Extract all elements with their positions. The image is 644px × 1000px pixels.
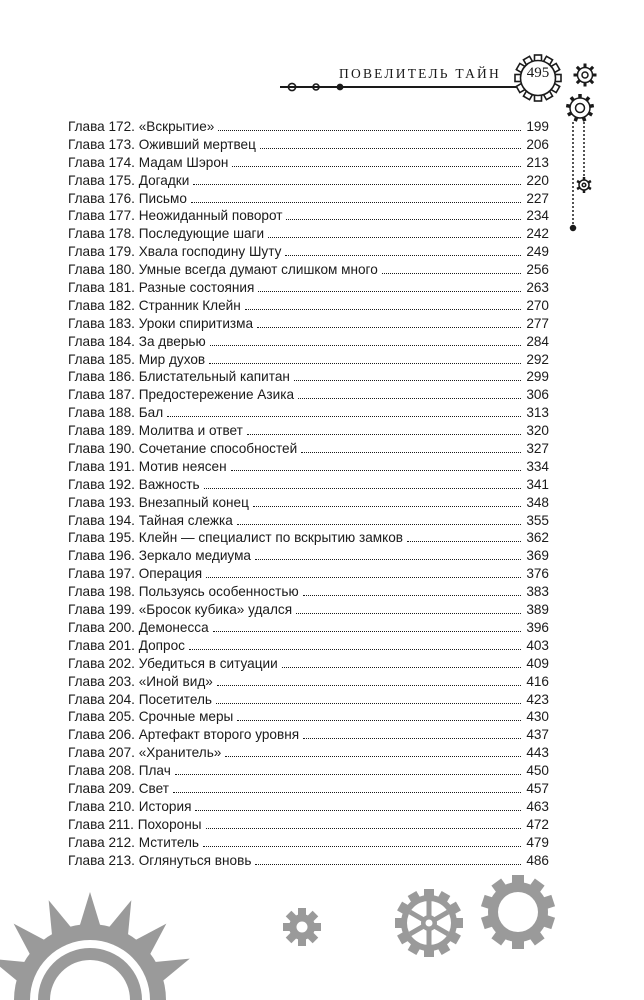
- toc-entry: [68, 780, 549, 798]
- toc-entry: [68, 297, 549, 315]
- toc-entry-page: 199: [526, 119, 549, 134]
- toc-entry: [68, 333, 549, 351]
- toc-dot-leader: [247, 433, 521, 435]
- toc-entry-title: Глава 197. Операция: [68, 566, 203, 582]
- toc-entry-title: Глава 179. Хвала господину Шуту: [68, 244, 282, 260]
- toc-entry: [68, 261, 549, 279]
- toc-entry-page: 334: [526, 458, 549, 474]
- toc-entry-title: Глава 178. Последующие шаги: [68, 226, 265, 242]
- toc-dot-leader: [217, 684, 521, 686]
- toc-entry-title: Глава 181. Разные состояния: [68, 280, 255, 296]
- toc-entry-title: Глава 175. Догадки: [68, 172, 190, 188]
- toc-entry: [68, 279, 549, 297]
- toc-entry-page: 206: [526, 136, 549, 152]
- header-rule: [280, 86, 538, 88]
- toc-entry-page: 416: [526, 673, 549, 689]
- toc-entry-page: 396: [526, 619, 549, 635]
- table-of-contents: [68, 118, 549, 869]
- toc-entry-page: 270: [526, 297, 549, 313]
- toc-entry-title: Глава 173. Оживший мертвец: [68, 136, 256, 152]
- page-number: 495: [526, 65, 550, 81]
- toc-entry-title: Глава 209. Свет: [68, 780, 169, 796]
- toc-entry: [68, 190, 549, 208]
- toc-entry: [68, 708, 549, 726]
- toc-entry-title: Глава 183. Уроки спиритизма: [68, 315, 254, 331]
- toc-entry-page: 430: [526, 709, 549, 725]
- toc-entry: [68, 834, 549, 852]
- toc-entry: [68, 172, 549, 190]
- toc-dot-leader: [245, 308, 521, 310]
- toc-dot-leader: [206, 576, 521, 578]
- toc-entry: [68, 225, 549, 243]
- toc-entry-title: Глава 202. Убедиться в ситуации: [68, 655, 278, 671]
- toc-entry-page: 213: [526, 154, 549, 170]
- toc-entry-page: 242: [526, 226, 549, 242]
- toc-entry: [68, 440, 549, 458]
- toc-dot-leader: [382, 272, 521, 274]
- toc-dot-leader: [206, 827, 521, 829]
- toc-entry-page: 306: [526, 387, 549, 403]
- toc-entry: [68, 512, 549, 530]
- toc-entry: [68, 494, 549, 512]
- toc-entry: [68, 583, 549, 601]
- toc-entry-page: 450: [526, 763, 549, 779]
- toc-entry: [68, 655, 549, 673]
- large-sun-gear-icon: [0, 850, 180, 1000]
- toc-dot-leader: [407, 540, 521, 542]
- toc-entry: [68, 691, 549, 709]
- toc-dot-leader: [195, 809, 521, 811]
- toc-entry-page: 383: [526, 584, 549, 600]
- toc-entry-title: Глава 193. Внезапный конец: [68, 494, 249, 510]
- toc-entry-page: 292: [526, 351, 549, 367]
- toc-dot-leader: [204, 487, 521, 489]
- toc-dot-leader: [286, 218, 521, 220]
- toc-entry-title: Глава 205. Срочные меры: [68, 709, 234, 725]
- toc-entry-page: 256: [526, 262, 549, 278]
- toc-entry-page: 437: [526, 727, 549, 743]
- toc-dot-leader: [189, 648, 521, 650]
- toc-dot-leader: [282, 666, 521, 668]
- toc-dot-leader: [260, 147, 521, 149]
- toc-entry-page: 249: [526, 244, 549, 260]
- toc-entry-page: 479: [526, 834, 549, 850]
- toc-dot-leader: [303, 594, 521, 596]
- toc-entry-page: 341: [526, 476, 549, 492]
- toc-dot-leader: [167, 415, 521, 417]
- toc-entry-page: 389: [526, 602, 549, 618]
- toc-entry: [68, 422, 549, 440]
- toc-dot-leader: [294, 379, 521, 381]
- toc-entry-title: Глава 187. Предостережение Азика: [68, 387, 295, 403]
- toc-entry-page: 423: [526, 691, 549, 707]
- toc-entry: [68, 601, 549, 619]
- toc-entry-page: 299: [526, 369, 549, 385]
- toc-entry-title: Глава 206. Артефакт второго уровня: [68, 727, 300, 743]
- toc-entry-title: Глава 176. Письмо: [68, 190, 187, 206]
- toc-entry-page: 348: [526, 494, 549, 510]
- toc-entry-page: 327: [526, 441, 549, 457]
- toc-entry: [68, 673, 549, 691]
- spoked-gear-icon: [392, 886, 466, 960]
- toc-entry-title: Глава 203. «Иной вид»: [68, 673, 213, 689]
- toc-dot-leader: [210, 344, 521, 346]
- toc-entry: [68, 386, 549, 404]
- toc-dot-leader: [173, 791, 521, 793]
- toc-entry-page: 227: [526, 190, 549, 206]
- toc-entry-page: 486: [526, 852, 549, 868]
- toc-dot-leader: [268, 236, 521, 238]
- toc-entry: [68, 404, 549, 422]
- toc-entry-title: Глава 198. Пользуясь особенностью: [68, 584, 299, 600]
- toc-entry-title: Глава 177. Неожиданный поворот: [68, 208, 283, 224]
- small-gear-icon: [572, 62, 598, 88]
- toc-dot-leader: [296, 612, 521, 614]
- toc-entry: [68, 118, 549, 136]
- toc-entry-page: 355: [526, 512, 549, 528]
- toc-entry-title: Глава 210. История: [68, 798, 192, 814]
- toc-entry-page: 234: [526, 208, 549, 224]
- toc-entry-page: 362: [526, 530, 549, 546]
- toc-entry-page: 320: [526, 423, 549, 439]
- toc-entry-title: Глава 186. Блистательный капитан: [68, 369, 290, 385]
- toc-entry: [68, 243, 549, 261]
- toc-entry: [68, 762, 549, 780]
- toc-entry-title: Глава 172. «Вскрытие»: [68, 119, 215, 134]
- toc-dot-leader: [203, 845, 521, 847]
- toc-entry-title: Глава 184. За дверью: [68, 333, 206, 349]
- toc-dot-leader: [255, 558, 521, 560]
- toc-entry: [68, 619, 549, 637]
- toc-entry-title: Глава 174. Мадам Шэрон: [68, 154, 229, 170]
- toc-entry-title: Глава 208. Плач: [68, 763, 171, 779]
- toc-entry: [68, 154, 549, 172]
- toc-entry-page: 376: [526, 566, 549, 582]
- toc-dot-leader: [258, 290, 521, 292]
- toc-entry: [68, 816, 549, 834]
- toc-entry-title: Глава 195. Клейн — специалист по вскрытию замков: [68, 530, 404, 546]
- small-gear-icon: [280, 905, 324, 949]
- toc-dot-leader: [193, 183, 521, 185]
- open-gear-icon: [478, 872, 558, 952]
- toc-entry-title: Глава 180. Умные всегда думают слишком много: [68, 262, 378, 278]
- toc-dot-leader: [191, 201, 521, 203]
- hanging-gear-chain-icon: [556, 88, 606, 238]
- toc-entry-page: 457: [526, 780, 549, 796]
- toc-dot-leader: [225, 755, 521, 757]
- toc-dot-leader: [303, 737, 521, 739]
- toc-entry-title: Глава 204. Посетитель: [68, 691, 212, 707]
- toc-entry: [68, 476, 549, 494]
- toc-entry-page: 369: [526, 548, 549, 564]
- toc-entry-title: Глава 212. Мститель: [68, 834, 200, 850]
- toc-entry-title: Глава 188. Бал: [68, 405, 164, 421]
- toc-entry-title: Глава 201. Допрос: [68, 637, 185, 653]
- toc-entry-title: Глава 189. Молитва и ответ: [68, 423, 243, 439]
- toc-entry: [68, 458, 549, 476]
- toc-entry-page: 313: [526, 405, 549, 421]
- toc-entry: [68, 547, 549, 565]
- toc-entry-title: Глава 192. Важность: [68, 476, 200, 492]
- toc-entry-page: 220: [526, 172, 549, 188]
- running-head-title: ПОВЕЛИТЕЛЬ ТАЙН: [339, 66, 501, 81]
- toc-entry-title: Глава 213. Оглянуться вновь: [68, 852, 252, 868]
- toc-entry-page: 472: [526, 816, 549, 832]
- toc-entry-title: Глава 182. Странник Клейн: [68, 297, 241, 313]
- toc-entry-title: Глава 196. Зеркало медиума: [68, 548, 251, 564]
- toc-dot-leader: [237, 719, 521, 721]
- toc-dot-leader: [285, 254, 521, 256]
- toc-dot-leader: [301, 451, 521, 453]
- toc-dot-leader: [216, 702, 521, 704]
- toc-entry: [68, 136, 549, 154]
- toc-entry-page: 284: [526, 333, 549, 349]
- toc-dot-leader: [213, 630, 521, 632]
- toc-entry: [68, 798, 549, 816]
- toc-entry-title: Глава 207. «Хранитель»: [68, 745, 222, 761]
- toc-dot-leader: [237, 523, 521, 525]
- toc-entry-title: Глава 199. «Бросок кубика» удался: [68, 602, 293, 618]
- toc-dot-leader: [255, 863, 521, 865]
- toc-entry-title: Глава 185. Мир духов: [68, 351, 206, 367]
- toc-entry-page: 409: [526, 655, 549, 671]
- toc-dot-leader: [232, 165, 521, 167]
- toc-entry: [68, 565, 549, 583]
- toc-entry: [68, 726, 549, 744]
- toc-entry: [68, 351, 549, 369]
- toc-dot-leader: [257, 326, 521, 328]
- toc-dot-leader: [209, 362, 521, 364]
- toc-entry: [68, 315, 549, 333]
- toc-entry-page: 277: [526, 315, 549, 331]
- toc-entry: [68, 368, 549, 386]
- toc-entry-page: 263: [526, 280, 549, 296]
- toc-entry-page: 443: [526, 745, 549, 761]
- toc-dot-leader: [175, 773, 521, 775]
- toc-entry-title: Глава 194. Тайная слежка: [68, 512, 233, 528]
- toc-entry: [68, 207, 549, 225]
- toc-entry: [68, 637, 549, 655]
- toc-entry-title: Глава 190. Сочетание способностей: [68, 441, 298, 457]
- toc-entry: [68, 529, 549, 547]
- toc-entry-title: Глава 200. Демонесса: [68, 619, 209, 635]
- toc-dot-leader: [298, 397, 521, 399]
- toc-dot-leader: [231, 469, 521, 471]
- toc-dot-leader: [218, 129, 521, 131]
- toc-entry: [68, 744, 549, 762]
- toc-entry-page: 403: [526, 637, 549, 653]
- toc-entry-title: Глава 211. Похороны: [68, 816, 202, 832]
- toc-entry-title: Глава 191. Мотив неясен: [68, 458, 227, 474]
- toc-entry-page: 463: [526, 798, 549, 814]
- toc-dot-leader: [253, 505, 521, 507]
